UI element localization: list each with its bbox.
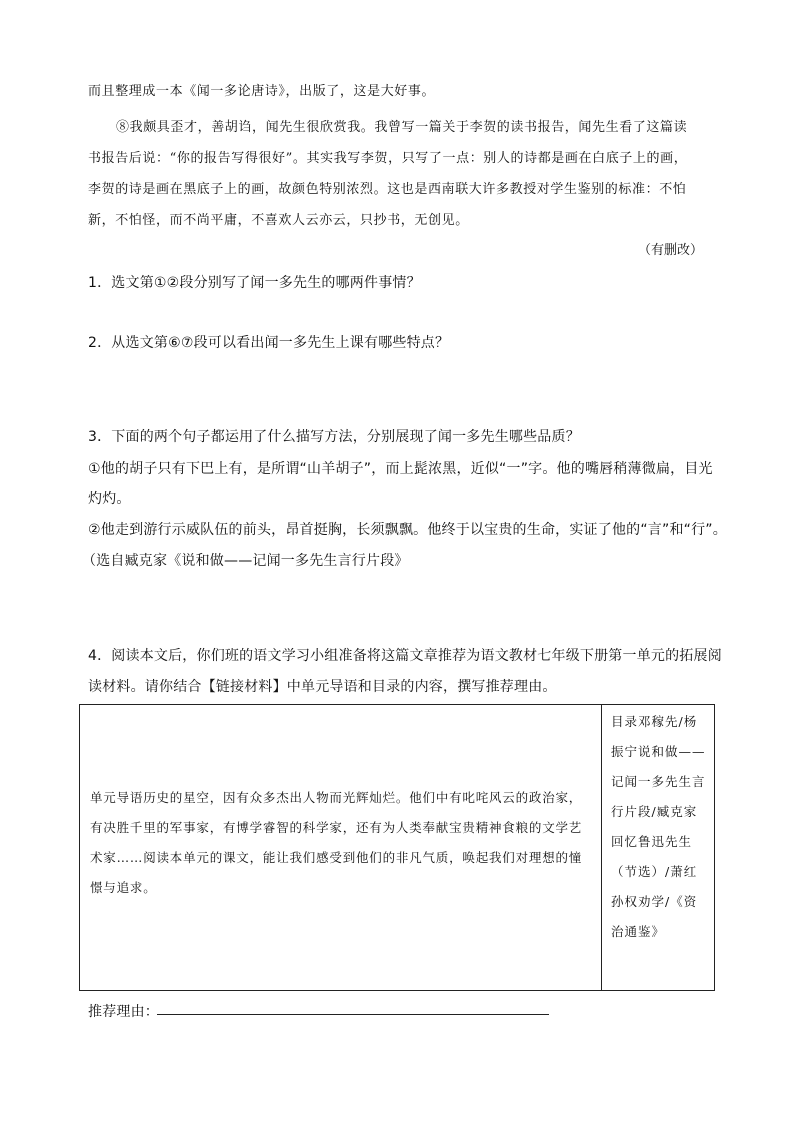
passage-line-5: 新，不怕怪，而不尚平庸，不喜欢人云亦云，只抄书，无创见。 (88, 213, 469, 228)
question-2: 2．从选文第⑥⑦段可以看出闻一多先生上课有哪些特点？ (88, 335, 450, 351)
question-3-sentence-1: ①他的胡子只有下巴上有，是所谓“山羊胡子”，而上髭浓黑，近似“一”字。他的嘴唇稍薄微扁，目光 (88, 461, 713, 477)
question-3-sentence-1-cont: 灼灼。 (88, 491, 131, 507)
question-1: 1．选文第①②段分别写了闻一多先生的哪两件事情？ (88, 275, 421, 291)
table-of-contents-cell (602, 705, 715, 991)
linked-material-table (79, 704, 715, 991)
unit-guide-cell (80, 705, 602, 991)
question-4-line-1: 4．阅读本文后，你们班的语文学习小组准备将这篇文章推荐为语文教材七年级下册第一单元的拓展阅 (88, 648, 722, 664)
passage-line-2: ⑧我颇具歪才，善胡诌，闻先生很欣赏我。我曾写一篇关于李贺的读书报告，闻先生看了这篇读 (116, 120, 688, 135)
passage-line-1: 而且整理成一本《闻一多论唐诗》，出版了，这是大好事。 (88, 84, 436, 99)
question-3-source: （选自臧克家《说和做——记闻一多先生言行片段》 (82, 553, 409, 569)
answer-blank-line[interactable] (157, 1014, 549, 1015)
passage-line-4: 李贺的诗是画在黑底子上的画，故颜色特别浓烈。这也是西南联大许多教授对学生鉴别的标准：不怕 (88, 182, 687, 197)
answer-label: 推荐理由： (88, 1004, 159, 1020)
abridged-note: （有删改） (638, 243, 704, 258)
question-3-stem: 3．下面的两个句子都运用了什么描写方法，分别展现了闻一多先生哪些品质？ (88, 429, 580, 445)
question-3-sentence-2: ②他走到游行示威队伍的前头，昂首挺胸，长须飘飘。他终于以宝贵的生命，实证了他的“言”和“行”。 (88, 522, 727, 538)
unit-guide-text: 单元导语历史的星空，因有众多杰出人物而光辉灿烂。他们中有叱咤风云的政治家，有决胜千里的军事家，有博学睿智的科学家，还有为人类奉献宝贵精神食粮的文学艺术家……阅读本单元的课文，能让我们感受到他们的非凡气质，唤起我们对理想的憧憬与追求。 (90, 790, 583, 895)
table-of-contents-text: 目录邓稼先/杨振宁说和做——记闻一多先生言行片段/臧克家回忆鲁迅先生（节选）/萧红孙权劝学/《资治通鉴》 (611, 714, 706, 939)
passage-line-3: 书报告后说：“你的报告写得很好”。其实我写李贺，只写了一点：别人的诗都是画在白底子上的画， (88, 151, 688, 166)
question-4-line-2: 读材料。请你结合【链接材料】中单元导语和目录的内容，撰写推荐理由。 (88, 679, 557, 695)
